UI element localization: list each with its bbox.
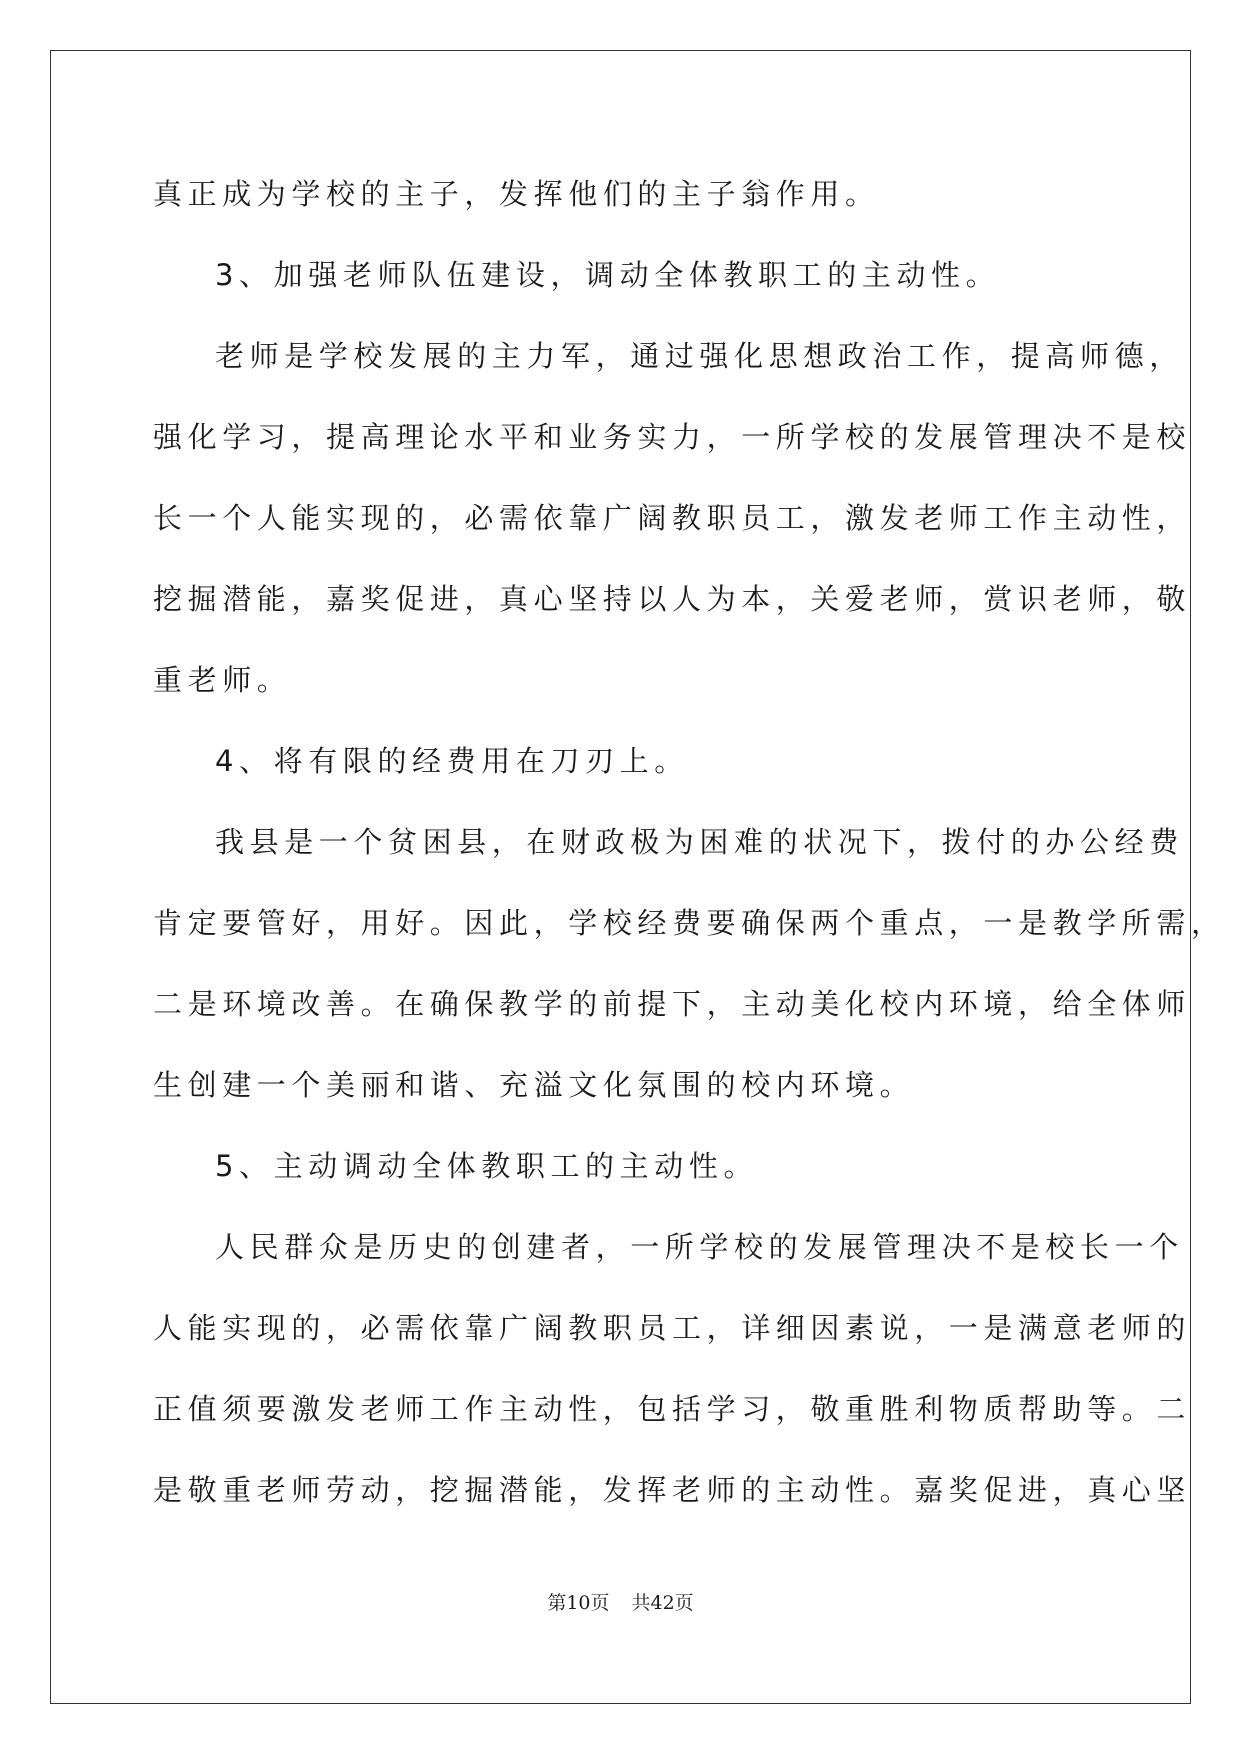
body-text-line: 老师是学校发展的主力军，通过强化思想政治工作，提高师德， [215,339,1184,373]
body-text-line: 生创建一个美丽和谐、充溢文化氛围的校内环境。 [153,1068,915,1102]
body-text-line: 肯定要管好，用好。因此，学校经费要确保两个重点，一是教学所需， [153,906,1226,940]
body-text-line: 真正成为学校的主子，发挥他们的主子翁作用。 [153,177,880,211]
section-heading-3: 3、加强老师队伍建设，调动全体教职工的主动性。 [215,258,1001,292]
body-text-line: 是敬重老师劳动，挖掘潜能，发挥老师的主动性。嘉奖促进，真心坚 [153,1473,1192,1507]
body-text-line: 二是环境改善。在确保教学的前提下，主动美化校内环境，给全体师 [153,987,1192,1021]
page-number-current: 第10页 [547,1592,610,1614]
page-border [50,50,1191,1704]
body-text-line: 我县是一个贫困县，在财政极为困难的状况下，拨付的办公经费 [215,825,1184,859]
body-text-line: 人民群众是历史的创建者，一所学校的发展管理决不是校长一个 [215,1230,1184,1264]
section-heading-4: 4、将有限的经费用在刀刃上。 [215,744,689,778]
body-text-line: 挖掘潜能，嘉奖促进，真心坚持以人为本，关爱老师，赏识老师，敬 [153,582,1192,616]
section-heading-5: 5、主动调动全体教职工的主动性。 [215,1149,759,1183]
body-text-line: 长一个人能实现的，必需依靠广阔教职员工，激发老师工作主动性， [153,501,1192,535]
body-text-line: 重老师。 [153,663,292,697]
page-footer [0,1591,1241,1615]
body-text-line: 正值须要激发老师工作主动性，包括学习，敬重胜利物质帮助等。二 [153,1392,1192,1426]
body-text-line: 强化学习，提高理论水平和业务实力，一所学校的发展管理决不是校 [153,420,1192,454]
body-text-line: 人能实现的，必需依靠广阔教职员工，详细因素说，一是满意老师的 [153,1311,1192,1345]
page-number-total: 共42页 [631,1592,694,1614]
